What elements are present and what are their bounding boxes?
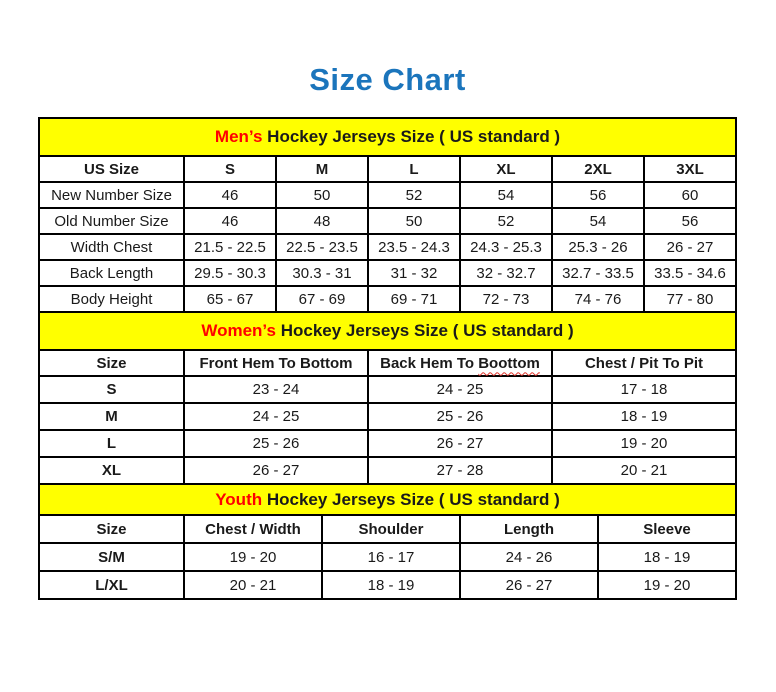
table-cell: 54 <box>460 182 552 208</box>
table-cell: 74 - 76 <box>552 286 644 312</box>
size-chart <box>38 117 737 600</box>
table-row <box>39 182 736 208</box>
table-cell: 27 - 28 <box>368 457 552 484</box>
youth-size-table <box>38 514 737 600</box>
column-header-cell: 3XL <box>644 156 736 182</box>
table-row <box>39 286 736 312</box>
row-label-cell: M <box>39 403 184 430</box>
misspelled-word: Boottom <box>478 354 540 372</box>
row-label-cell: S/M <box>39 543 184 571</box>
table-cell: 24 - 25 <box>184 403 368 430</box>
table-cell: 21.5 - 22.5 <box>184 234 276 260</box>
table-cell: 65 - 67 <box>184 286 276 312</box>
table-row <box>39 571 736 599</box>
column-header-cell: Front Hem To Bottom <box>184 350 368 376</box>
table-cell: 56 <box>644 208 736 234</box>
table-cell: 26 - 27 <box>184 457 368 484</box>
column-header-cell: L <box>368 156 460 182</box>
youth-title-rest: Hockey Jerseys Size ( US standard ) <box>262 489 560 509</box>
row-label-cell: Back Length <box>39 260 184 286</box>
row-label-cell: Old Number Size <box>39 208 184 234</box>
column-header-cell: Shoulder <box>322 515 460 543</box>
table-cell: 32 - 32.7 <box>460 260 552 286</box>
column-header-cell: 2XL <box>552 156 644 182</box>
table-cell: 19 - 20 <box>184 543 322 571</box>
table-cell: 25 - 26 <box>368 403 552 430</box>
table-row <box>39 260 736 286</box>
column-header-cell: Chest / Pit To Pit <box>552 350 736 376</box>
row-label-cell: Width Chest <box>39 234 184 260</box>
women-size-table <box>38 349 737 485</box>
row-label-cell: New Number Size <box>39 182 184 208</box>
column-header-cell: US Size <box>39 156 184 182</box>
table-cell: 69 - 71 <box>368 286 460 312</box>
table-cell: 29.5 - 30.3 <box>184 260 276 286</box>
table-cell: 30.3 - 31 <box>276 260 368 286</box>
women-section-header <box>38 311 737 351</box>
table-cell: 52 <box>368 182 460 208</box>
table-cell: 46 <box>184 208 276 234</box>
table-row <box>39 457 736 484</box>
header-row <box>39 515 736 543</box>
header-row <box>39 350 736 376</box>
table-row <box>39 403 736 430</box>
table-cell: 22.5 - 23.5 <box>276 234 368 260</box>
table-cell: 31 - 32 <box>368 260 460 286</box>
table-cell: 60 <box>644 182 736 208</box>
column-header-cell: Back Hem To Boottom <box>368 350 552 376</box>
youth-section-header <box>38 483 737 516</box>
table-cell: 23.5 - 24.3 <box>368 234 460 260</box>
column-header-cell: XL <box>460 156 552 182</box>
women-title-rest: Hockey Jerseys Size ( US standard ) <box>275 321 574 340</box>
youth-title-highlight: Youth <box>215 489 263 509</box>
table-cell: 20 - 21 <box>184 571 322 599</box>
table-cell: 33.5 - 34.6 <box>644 260 736 286</box>
table-cell: 25.3 - 26 <box>552 234 644 260</box>
table-cell: 19 - 20 <box>552 430 736 457</box>
table-cell: 32.7 - 33.5 <box>552 260 644 286</box>
section-youth <box>38 483 737 600</box>
column-header-cell: Chest / Width <box>184 515 322 543</box>
table-row <box>39 543 736 571</box>
table-cell: 72 - 73 <box>460 286 552 312</box>
column-header-cell: Length <box>460 515 598 543</box>
table-row <box>39 376 736 403</box>
men-size-table <box>38 155 737 313</box>
table-cell: 50 <box>368 208 460 234</box>
table-cell: 18 - 19 <box>322 571 460 599</box>
table-cell: 77 - 80 <box>644 286 736 312</box>
table-cell: 52 <box>460 208 552 234</box>
table-cell: 18 - 19 <box>552 403 736 430</box>
women-title-highlight: Women’s <box>201 321 276 340</box>
table-cell: 24 - 26 <box>460 543 598 571</box>
table-cell: 16 - 17 <box>322 543 460 571</box>
men-title-highlight: Men’s <box>214 127 263 146</box>
table-cell: 24.3 - 25.3 <box>460 234 552 260</box>
row-label-cell: Body Height <box>39 286 184 312</box>
column-header-cell: M <box>276 156 368 182</box>
table-cell: 54 <box>552 208 644 234</box>
header-row <box>39 156 736 182</box>
table-cell: 50 <box>276 182 368 208</box>
column-header-cell: Sleeve <box>598 515 736 543</box>
row-label-cell: L <box>39 430 184 457</box>
table-cell: 46 <box>184 182 276 208</box>
table-cell: 19 - 20 <box>598 571 736 599</box>
column-header-cell: Size <box>39 350 184 376</box>
page-title: Size Chart <box>309 62 466 97</box>
table-cell: 20 - 21 <box>552 457 736 484</box>
table-cell: 18 - 19 <box>598 543 736 571</box>
table-cell: 26 - 27 <box>368 430 552 457</box>
row-label-cell: XL <box>39 457 184 484</box>
table-cell: 24 - 25 <box>368 376 552 403</box>
table-cell: 48 <box>276 208 368 234</box>
table-row <box>39 208 736 234</box>
table-row <box>39 234 736 260</box>
table-cell: 25 - 26 <box>184 430 368 457</box>
table-cell: 67 - 69 <box>276 286 368 312</box>
men-section-header <box>38 117 737 157</box>
section-men <box>38 117 737 313</box>
men-title-rest: Hockey Jerseys Size ( US standard ) <box>262 127 561 146</box>
column-header-cell: Size <box>39 515 184 543</box>
table-cell: 17 - 18 <box>552 376 736 403</box>
table-cell: 26 - 27 <box>460 571 598 599</box>
section-women <box>38 311 737 485</box>
row-label-cell: L/XL <box>39 571 184 599</box>
size-chart-page <box>0 62 776 600</box>
table-cell: 56 <box>552 182 644 208</box>
row-label-cell: S <box>39 376 184 403</box>
table-row <box>39 430 736 457</box>
column-header-cell: S <box>184 156 276 182</box>
table-cell: 26 - 27 <box>644 234 736 260</box>
table-cell: 23 - 24 <box>184 376 368 403</box>
